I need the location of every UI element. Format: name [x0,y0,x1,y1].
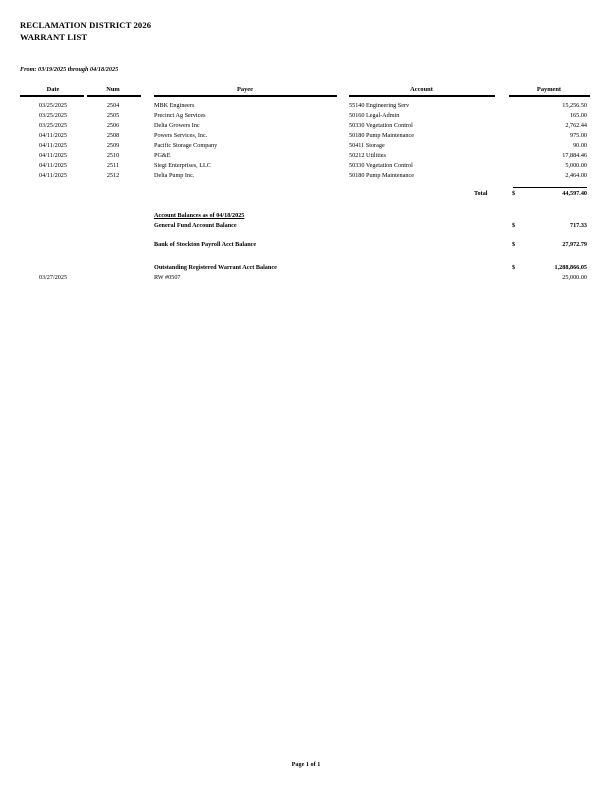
row-num: 2509 [106,142,120,149]
row-date: 04/11/2025 [39,162,67,169]
row-payee: Pacific Storage Company [154,142,218,149]
row-date: 04/11/2025 [39,132,67,139]
row-num: 2504 [106,102,120,109]
header-rule-account [349,95,495,97]
row-payment: 25,000.00 [562,274,587,281]
column-header-num: Num [106,86,120,93]
row-date: 03/27/2025 [38,274,68,281]
balances-heading: Account Balances as of 04/18/2025 [154,212,245,219]
row-num: 2508 [106,132,120,139]
row-date: 04/11/2025 [39,152,67,159]
row-date: 03/25/2025 [38,112,68,119]
document-title: RECLAMATION DISTRICT 2026 [20,20,152,30]
outstanding-amount: 1,288,866.05 [554,264,587,271]
row-account: 50180 Pump Maintenance [349,172,414,179]
row-num: 2511 [106,162,120,169]
row-num: 2506 [106,122,120,129]
payroll-label: Bank of Stockton Payroll Acct Balance [154,241,257,248]
row-payment: 90.00 [573,142,587,149]
header-rule-date [20,95,84,97]
row-num: 2505 [106,112,120,119]
row-payee: Delta Pump Inc. [154,172,195,179]
general-fund-currency: $ [512,222,516,229]
row-payment: 2,762.44 [565,122,587,129]
row-num: 2512 [106,172,120,179]
general-fund-amount: 717.33 [569,222,587,229]
header-rule-payee [154,95,337,97]
row-date: 03/25/2025 [38,102,68,109]
column-header-payee: Payee [237,86,253,93]
row-payee: Siegi Enterprises, LLC [154,162,211,169]
total-amount: 44,597.40 [562,190,587,197]
total-rule [513,187,587,188]
row-payment: 2,464.00 [565,172,587,179]
row-num: 2510 [106,152,120,159]
outstanding-label: Outstanding Registered Warrant Acct Balance [154,264,277,271]
total-currency: $ [512,190,516,197]
row-date: 04/11/2025 [39,172,67,179]
row-payment: 5,000.00 [565,162,587,169]
page-number: Page 1 of 1 [291,761,321,768]
row-payment: 15,256.50 [562,102,587,109]
row-payee: Powers Services, Inc. [154,132,208,139]
header-rule-payment [509,95,590,97]
payroll-amount: 27,972.79 [562,241,587,248]
row-account: 50180 Pump Maintenance [349,132,414,139]
date-range: From: 03/19/2025 through 04/18/2025 [20,66,119,73]
row-payee: RW #0507 [154,274,181,281]
document-subtitle: WARRANT LIST [20,32,88,42]
row-payment: 17,884.46 [562,152,587,159]
row-payee: MBK Engineers [154,102,195,109]
row-account: 50330 Vegetation Control [349,122,413,129]
column-header-account: Account [410,86,433,93]
row-payment: 975.00 [569,132,587,139]
payroll-currency: $ [512,241,516,248]
header-rule-num [87,95,141,97]
column-header-payment: Payment [536,86,562,93]
row-date: 03/25/2025 [38,122,68,129]
row-payee: Precinct Ag Services [154,112,206,119]
row-account: 50330 Vegetation Control [349,162,413,169]
outstanding-currency: $ [512,264,516,271]
row-payee: PG&E [154,152,171,159]
row-date: 04/11/2025 [39,142,67,149]
column-header-date: Date [46,86,60,93]
general-fund-label: General Fund Account Balance [154,222,237,229]
row-payee: Delta Growers Inc [154,122,200,129]
row-account: 50212 Utilities [349,152,386,159]
total-label: Total [474,190,488,197]
row-payment: 165.00 [569,112,587,119]
row-account: 55140 Engineering Serv [349,102,410,109]
row-account: 50160 Legal-Admin [349,112,400,119]
row-account: 50411 Storage [349,142,385,149]
